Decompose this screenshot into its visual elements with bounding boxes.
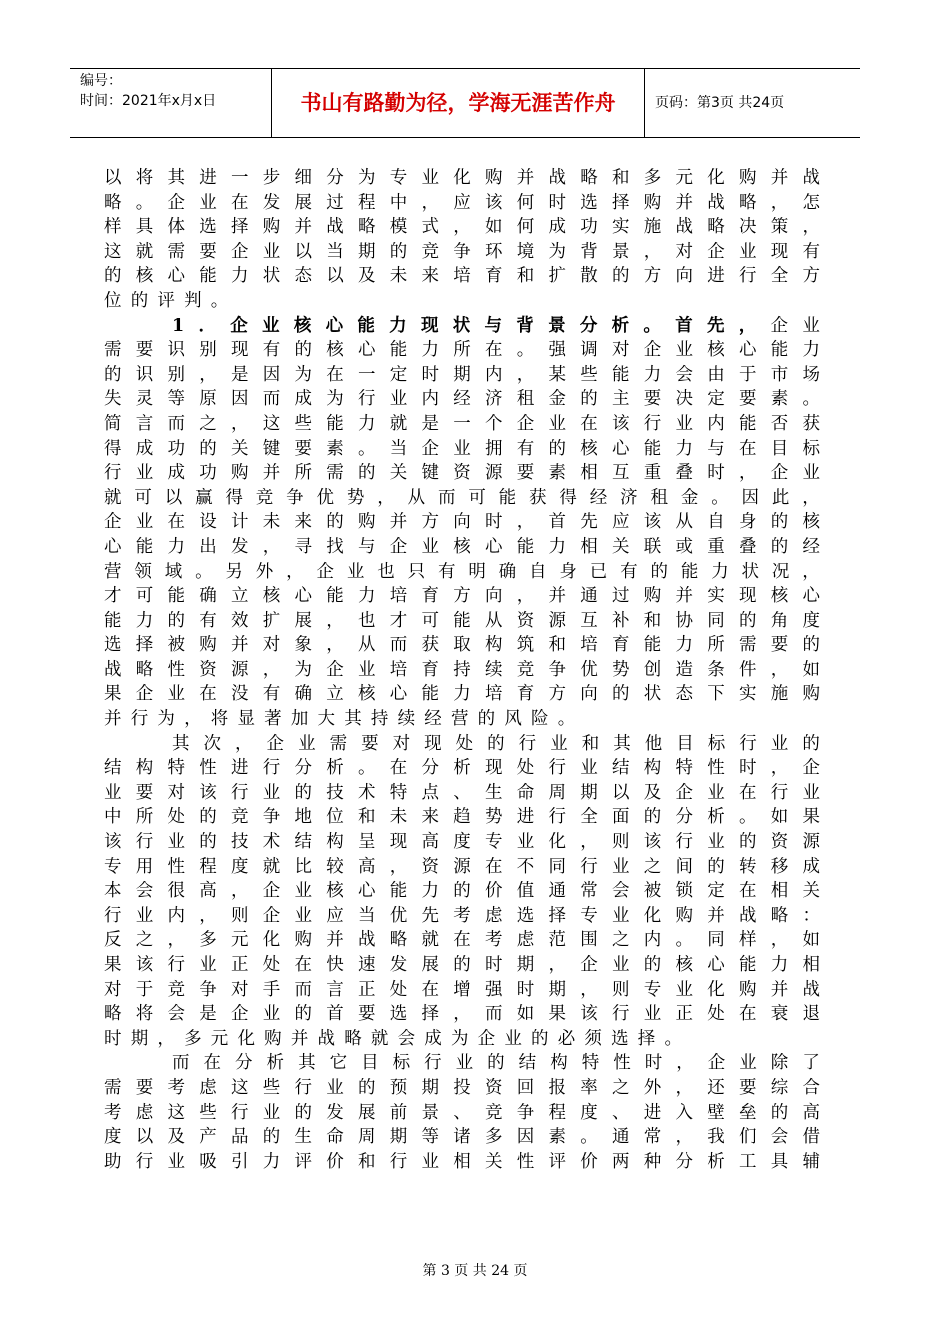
- document-number-label: 编号：: [80, 73, 122, 89]
- text-line: 失 灵 等 原 因 而 成 为 行 业 内 经 济 租 金 的 主 要 决 定 要 素 。: [104, 389, 820, 410]
- text-line: 需 要 识 别 现 有 的 核 心 能 力 所 在 。 强 调 对 企 业 核 心 能 力: [104, 340, 820, 361]
- header-motto: 书山有路勤为径，学海无涯苦作舟: [272, 69, 645, 137]
- text-line: 考 虑 这 些 行 业 的 发 展 前 景 、 竞 争 程 度 、 进 入 壁 垒 的 高: [104, 1102, 820, 1123]
- text-line: 这 就 需 要 企 业 以 当 期 的 竞 争 环 境 为 背 景 ， 对 企 业 现 有: [104, 241, 820, 262]
- document-time-label: 时间：2021年x月x日: [80, 93, 217, 109]
- text-line: 能 力 的 有 效 扩 展 ， 也 才 可 能 从 资 源 互 补 和 协 同 的 角 度: [104, 610, 820, 631]
- text-line: 反 之 ， 多 元 化 购 并 战 略 就 在 考 虑 范 围 之 内 。 同 样 ， 如: [104, 930, 820, 951]
- text-line: 就 可 以 赢 得 竞 争 优 势 ， 从 而 可 能 获 得 经 济 租 金 。 因 此 ，: [104, 487, 820, 508]
- text-line: 专 用 性 程 度 就 比 较 高 ， 资 源 在 不 同 行 业 之 间 的 转 移 成: [104, 856, 820, 877]
- page-header: [70, 68, 860, 138]
- text-line: 该 行 业 的 技 术 结 构 呈 现 高 度 专 业 化 ， 则 该 行 业 的 资 源: [104, 832, 820, 853]
- text-line: 果 该 行 业 正 处 在 快 速 发 展 的 时 期 ， 企 业 的 核 心 能 力 相: [104, 955, 820, 975]
- text-line: 样 具 体 选 择 购 并 战 略 模 式 ， 如 何 成 功 实 施 战 略 决 策 ，: [104, 217, 820, 238]
- header-page-label: 页码：第3页 共24页: [655, 95, 785, 111]
- text-line: 得 成 功 的 关 键 要 素 。 当 企 业 拥 有 的 核 心 能 力 与 在 目 标: [104, 438, 820, 459]
- text-line: 时 期 ， 多 元 化 购 并 战 略 就 会 成 为 企 业 的 必 须 选 择 。: [104, 1028, 682, 1049]
- text-line: 心 能 力 出 发 ， 寻 找 与 企 业 核 心 能 力 相 关 联 或 重 叠 的 经: [104, 536, 820, 557]
- text-line: 选 择 被 购 并 对 象 ， 从 而 获 取 构 筑 和 培 育 能 力 所 需 要 的: [104, 635, 820, 656]
- text-line: 以 将 其 进 一 步 细 分 为 专 业 化 购 并 战 略 和 多 元 化 购 并 战: [104, 168, 820, 188]
- text-line: 而 在 分 析 其 它 目 标 行 业 的 结 构 特 性 时 ， 企 业 除 了: [172, 1053, 820, 1074]
- text-line: 简 言 而 之 ， 这 些 能 力 就 是 一 个 企 业 在 该 行 业 内 能 否 获: [104, 413, 820, 434]
- text-line: 才 可 能 确 立 核 心 能 力 培 育 方 向 ， 并 通 过 购 并 实 现 核 心: [104, 586, 820, 607]
- body-text: [104, 166, 820, 1174]
- text-line: 结 构 特 性 进 行 分 析 。 在 分 析 现 处 行 业 结 构 特 性 时 ， 企: [104, 758, 820, 779]
- text-line: 对 于 竞 争 对 手 而 言 正 处 在 增 强 时 期 ， 则 专 业 化 购 并 战: [104, 979, 820, 1000]
- text-line: 企 业 在 设 计 未 来 的 购 并 方 向 时 ， 首 先 应 该 从 自 身 的 核: [104, 512, 820, 533]
- text-line: 1 ． 企 业 核 心 能 力 现 状 与 背 景 分 析 。 首 先 ， 企 业: [172, 315, 820, 336]
- text-line: 本 会 很 高 ， 企 业 核 心 能 力 的 价 值 通 常 会 被 锁 定 在 相 关: [104, 881, 820, 902]
- header-info-cell: [70, 69, 272, 137]
- text-line: 行 业 内 ， 则 企 业 应 当 优 先 考 虑 选 择 专 业 化 购 并 战 略 ：: [104, 905, 820, 926]
- text-line: 业 要 对 该 行 业 的 技 术 特 点 、 生 命 周 期 以 及 企 业 在 行 业: [104, 782, 820, 803]
- text-line: 需 要 考 虑 这 些 行 业 的 预 期 投 资 回 报 率 之 外 ， 还 要 综 合: [104, 1077, 820, 1098]
- text-line: 位 的 评 判 。: [104, 290, 229, 311]
- text-line: 度 以 及 产 品 的 生 命 周 期 等 诸 多 因 素 。 通 常 ， 我 们 会 借: [104, 1127, 820, 1148]
- text-line: 战 略 性 资 源 ， 为 企 业 培 育 持 续 竞 争 优 势 创 造 条 件 ， 如: [104, 659, 820, 680]
- text-line: 助 行 业 吸 引 力 评 价 和 行 业 相 关 性 评 价 两 种 分 析 工 具 辅: [104, 1151, 820, 1172]
- text-line: 的 识 别 ， 是 因 为 在 一 定 时 期 内 ， 某 些 能 力 会 由 于 市 场: [104, 364, 820, 385]
- text-line: 的 核 心 能 力 状 态 以 及 未 来 培 育 和 扩 散 的 方 向 进 行 全 方: [104, 266, 820, 287]
- text-line: 行 业 成 功 购 并 所 需 的 关 键 资 源 要 素 相 互 重 叠 时 ， 企 业: [104, 463, 820, 484]
- text-line: 营 领 域 。 另 外 ， 企 业 也 只 有 明 确 自 身 已 有 的 能 力 状 况 ，: [104, 561, 820, 582]
- page-footer: 第 3 页 共 24 页: [422, 1263, 528, 1279]
- text-line: 其 次 ， 企 业 需 要 对 现 处 的 行 业 和 其 他 目 标 行 业 的: [172, 733, 820, 754]
- text-line: 果 企 业 在 没 有 确 立 核 心 能 力 培 育 方 向 的 状 态 下 实 施 购: [104, 684, 820, 705]
- text-line: 略 。 企 业 在 发 展 过 程 中 ， 应 该 何 时 选 择 购 并 战 略 ， 怎: [104, 192, 820, 213]
- text-line: 中 所 处 的 竞 争 地 位 和 未 来 趋 势 进 行 全 面 的 分 析 。 如 果: [104, 807, 820, 828]
- text-line: 并 行 为 ， 将 显 著 加 大 其 持 续 经 营 的 风 险 。: [104, 709, 576, 730]
- text-line: 略 将 会 是 企 业 的 首 要 选 择 ， 而 如 果 该 行 业 正 处 在 衰 退: [104, 1004, 820, 1025]
